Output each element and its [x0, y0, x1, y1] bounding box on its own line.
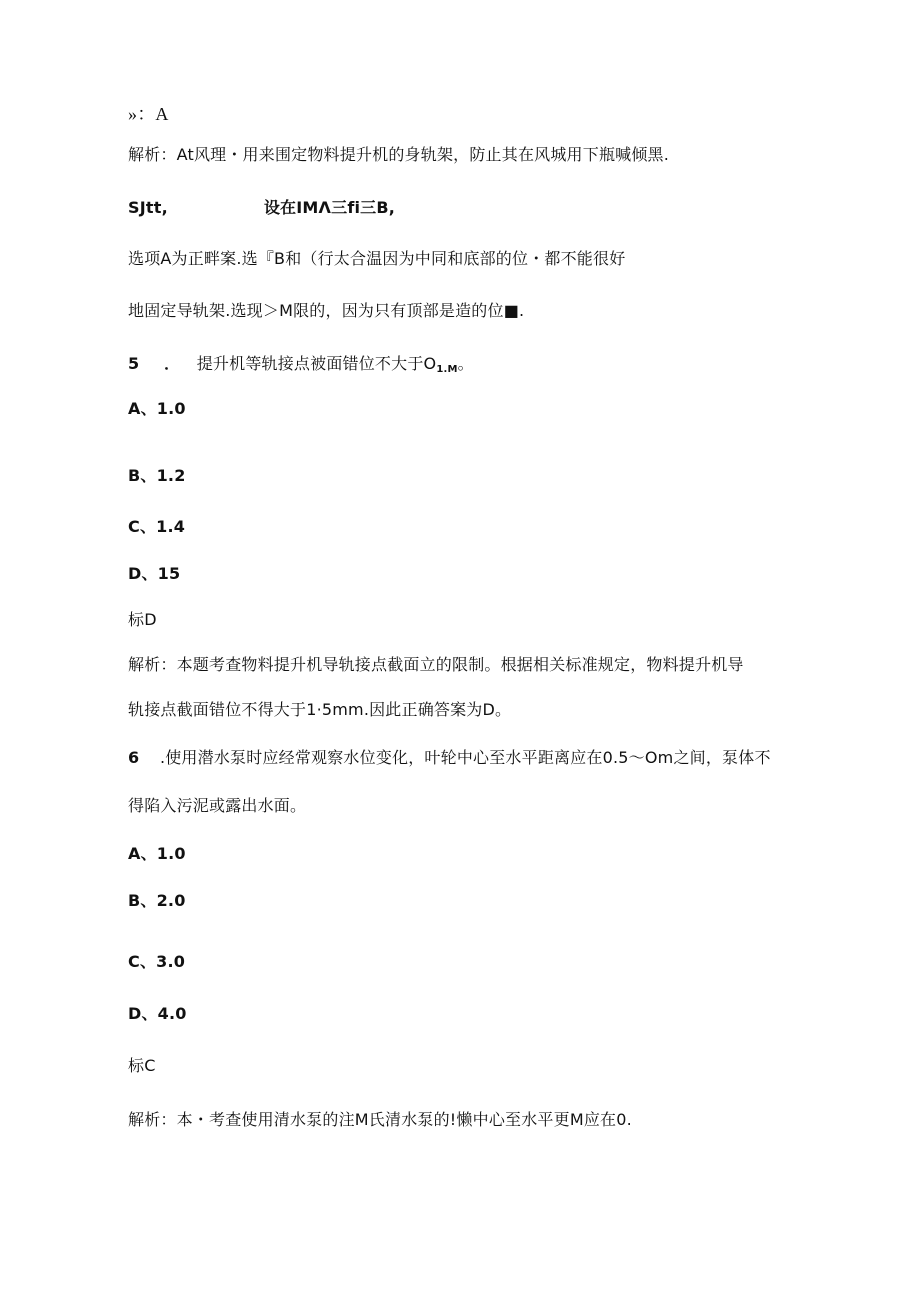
question-6-option-c: C、3.0: [128, 952, 186, 971]
question-6-answer: 标C: [128, 1056, 156, 1075]
question-6-option-b: B、2.0: [128, 891, 186, 910]
question-6-text-1: .使用潜水泵时应经常观察水位变化，叶轮中心至水平距离应在0.5～Om之间，泵体不: [159, 748, 771, 767]
question-5-option-a: A、1.0: [128, 399, 186, 418]
question-5-option-d: D、15: [128, 564, 181, 583]
previous-analysis-line-4: 地固定导轨架.选现＞M限的，因为只有顶部是造的位■.: [128, 301, 525, 320]
question-5-option-b: B、1.2: [128, 466, 186, 485]
question-5-text: 提升机等轨接点被面错位不大于O: [196, 354, 437, 373]
previous-analysis-fragment-a: SJtt,: [128, 198, 168, 217]
question-5-number: 5: [128, 354, 140, 373]
question-5-separator: ．: [163, 354, 181, 373]
previous-analysis-line-1: 解析：At风理・用来围定物料提升机的身轨架，防止其在风城用下瓶喊倾黑.: [128, 145, 670, 164]
question-6-analysis-line-1: 解析：本・考查使用清水泵的注M氏清水泵的!懒中心至水平更M应在0.: [128, 1110, 632, 1129]
question-6-number: 6: [128, 748, 140, 767]
question-6-option-a: A、1.0: [128, 844, 186, 863]
question-5-analysis-line-1: 解析：本题考查物料提升机导轨接点截面立的限制。根据相关标准规定，物料提升机导: [128, 655, 744, 674]
question-6-stem-line-1: [128, 748, 771, 768]
question-5-option-c: C、1.4: [128, 517, 186, 536]
previous-analysis-line-2: [128, 198, 395, 218]
previous-answer: »：A: [128, 104, 169, 124]
question-5-text-end: 。: [457, 354, 474, 373]
question-6-stem-line-2: 得陷入污泥或露出水面。: [128, 796, 307, 815]
question-5-answer: 标D: [128, 610, 157, 629]
question-5-analysis-line-2: 轨接点截面错位不得大于1·5mm.因此正确答案为D。: [128, 700, 512, 719]
previous-analysis-fragment-b: 设在IMΛ三fi三B,: [263, 198, 396, 217]
question-5-subscript: 1.M: [436, 364, 458, 375]
previous-analysis-line-3: 选项A为正畔案.选『B和（行太合温因为中同和底部的位・都不能很好: [128, 249, 626, 268]
question-5-stem: [128, 354, 474, 380]
question-6-option-d: D、4.0: [128, 1004, 187, 1023]
